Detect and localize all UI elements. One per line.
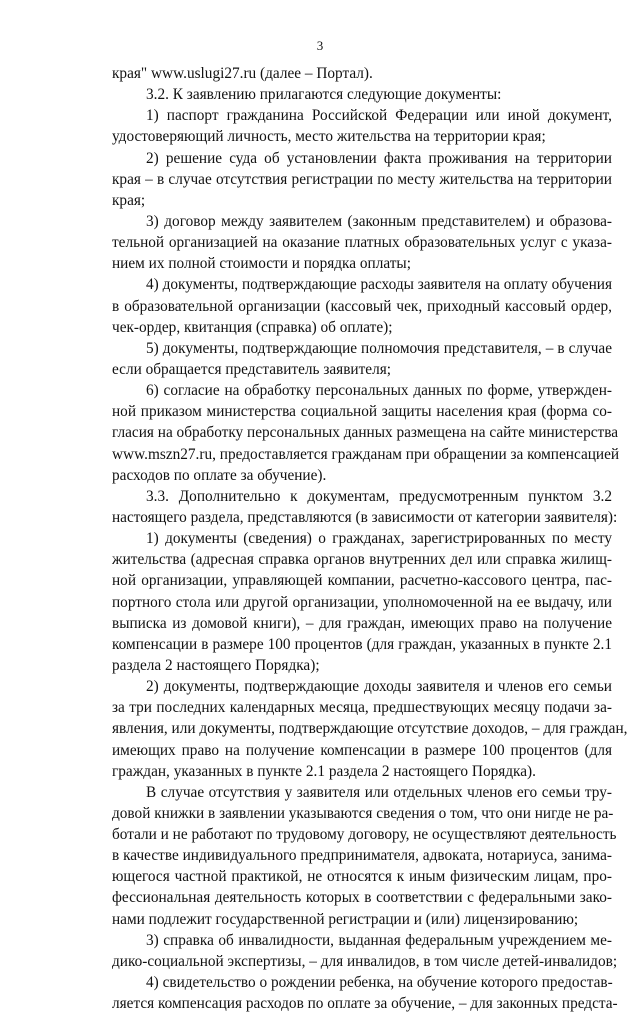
text-line: 3) справка об инвалидности, выданная федеральным учреждением ме- xyxy=(146,931,612,949)
text-line: ной приказом министерства социальной защиты населения края (форма со- xyxy=(112,403,612,421)
paragraph xyxy=(112,63,612,84)
text-line: 4) свидетельство о рождении ребенка, на обучение которого предостав- xyxy=(146,974,613,992)
paragraph xyxy=(112,274,612,337)
text-line: удостоверяющий личность, место жительства на территории края; xyxy=(112,128,546,146)
text-line: раздела 2 настоящего Порядка); xyxy=(112,656,320,674)
paragraph xyxy=(112,972,618,1014)
text-line: ющегося частной практикой, не относятся к иным физическим лицам, про- xyxy=(112,868,612,886)
paragraph xyxy=(112,380,620,486)
text-line: нием их полной стоимости и порядка оплаты; xyxy=(112,255,411,273)
text-line: чек-ордер, квитанция (справка) об оплате); xyxy=(112,318,393,336)
text-line: 2) решение суда об установлении факта проживания на территории xyxy=(146,149,612,167)
paragraph xyxy=(112,486,618,528)
text-line: 3.3. Дополнительно к документам, предусмотренным пунктом 3.2 xyxy=(146,487,612,505)
text-line: дико-социальной экспертизы, – для инвалидов, в том числе детей-инвалидов; xyxy=(112,952,618,970)
text-line: 1) документы (сведения) о гражданах, зарегистрированных по месту xyxy=(146,530,612,548)
text-line: явления, или документы, подтверждающие отсутствие доходов, – для граждан, xyxy=(112,720,628,738)
text-line: 1) паспорт гражданина Российской Федерации или иной документ, xyxy=(146,107,612,125)
text-line: В случае отсутствия у заявителя или отдельных членов его семьи тру- xyxy=(146,783,612,801)
text-line: имеющих право на получение компенсации в размере 100 процентов (для xyxy=(112,741,612,759)
text-line: в образовательной организации (кассовый чек, приходный кассовый ордер, xyxy=(112,297,612,315)
page-number: 3 xyxy=(316,38,324,53)
text-line: компенсации в размере 100 процентов (для граждан, указанных в пункте 2.1 xyxy=(112,635,612,653)
text-line: расходов по оплате за обучение). xyxy=(112,466,327,484)
paragraph xyxy=(112,148,612,211)
paragraph xyxy=(112,528,612,676)
paragraph xyxy=(112,84,612,105)
text-line: гласия на обработку персональных данных размещена на сайте министерства xyxy=(112,424,619,442)
text-line: ной организации, управляющей компании, расчетно-кассового центра, пас- xyxy=(112,572,612,590)
paragraph xyxy=(112,930,618,972)
text-line: ботали и не работают по трудовому договору, не осуществляют деятельность xyxy=(112,826,617,844)
paragraph xyxy=(112,782,617,930)
text-line: тельной организацией на оказание платных образовательных услуг с указа- xyxy=(112,234,612,252)
text-line: края" www.uslugi27.ru (далее – Портал). xyxy=(112,65,373,82)
paragraph xyxy=(112,676,628,782)
text-line: края – в случае отсутствия регистрации по месту жительства на территории xyxy=(112,170,612,188)
paragraph xyxy=(112,338,612,380)
text-line: за три последних календарных месяца, предшествующих месяцу подачи за- xyxy=(112,699,612,717)
text-line: портного стола или другой организации, уполномоченной на ее выдачу, или xyxy=(112,593,612,611)
text-line: 5) документы, подтверждающие полномочия представителя, – в случае xyxy=(146,339,612,357)
text-line: довой книжки в заявлении указываются сведения о том, что они нигде не ра- xyxy=(112,804,614,822)
text-line: граждан, указанных в пункте 2.1 раздела 2 настоящего Порядка). xyxy=(112,762,536,780)
text-line: 3) договор между заявителем (законным представителем) и образова- xyxy=(146,212,612,230)
document-body xyxy=(112,63,628,1014)
text-line: 6) согласие на обработку персональных данных по форме, утвержден- xyxy=(146,382,612,400)
text-line: 4) документы, подтверждающие расходы заявителя на оплату обучения xyxy=(146,276,612,294)
text-line: 2) документы, подтверждающие доходы заявителя и членов его семьи xyxy=(146,678,612,696)
text-line: в качестве индивидуального предпринимателя, адвоката, нотариуса, занима- xyxy=(112,847,612,865)
text-line: ляется компенсация расходов по оплате за обучение, – для законных предста- xyxy=(112,995,618,1013)
text-line: выписка из домовой книги), – для граждан, имеющих право на получение xyxy=(112,614,612,632)
paragraph xyxy=(112,105,612,147)
text-line: если обращается представитель заявителя; xyxy=(112,360,391,378)
text-line: www.mszn27.ru, предоставляется гражданам при обращении за компенсацией xyxy=(112,445,620,463)
text-line: 3.2. К заявлению прилагаются следующие документы: xyxy=(146,86,502,104)
text-line: нами подлежит государственной регистрации и (или) лицензированию; xyxy=(112,910,579,928)
paragraph xyxy=(112,211,612,274)
text-line: жительства (адресная справка органов внутренних дел или справка жилищ- xyxy=(112,551,612,569)
text-line: края; xyxy=(112,191,146,209)
text-line: настоящего раздела, представляются (в зависимости от категории заявителя): xyxy=(112,508,618,526)
text-line: фессиональная деятельность которых в соответствии с федеральными зако- xyxy=(112,889,612,907)
